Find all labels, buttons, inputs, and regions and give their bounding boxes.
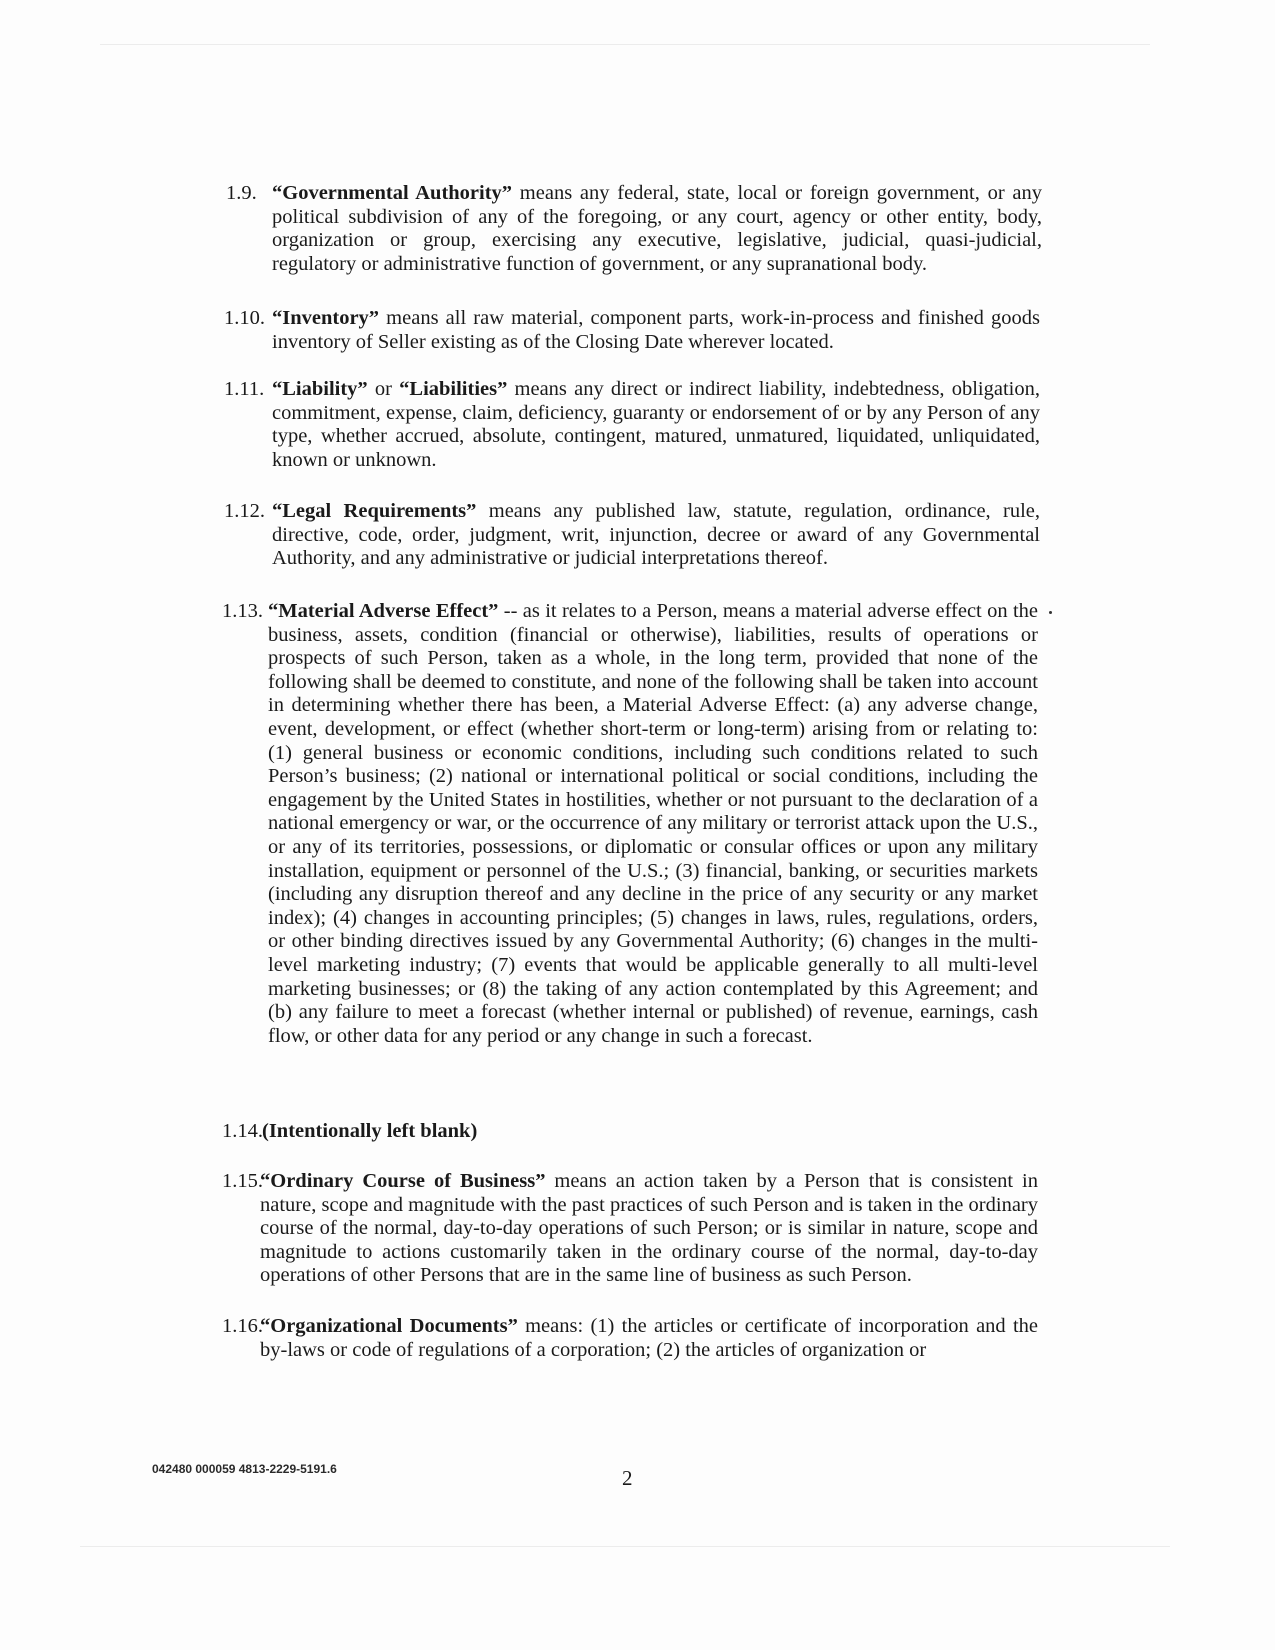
section-body (272, 182, 1042, 276)
defined-term: “Liability” (272, 378, 368, 400)
section-body (260, 1315, 1038, 1362)
section-body (268, 600, 1038, 1048)
section-number: 1.10. (224, 307, 265, 329)
defined-term: “Legal Requirements” (272, 500, 477, 522)
section-text: means an action taken by a Person that is consistent in nature, scope and magnitude with the past practices of such Person and is taken in the ordinary course of the normal, day-to-day operations of such Person; or is similar in nature, scope and magnitude to actions customarily taken in the ordinary course of the normal, day-to-day operations of other Persons that are in the same line of business as such Person. (260, 1170, 1038, 1287)
section-connector: or (367, 378, 400, 400)
section-1-11 (224, 378, 1040, 472)
section-text: means any federal, state, local or foreign government, or any political subdivision of any of the foregoing, or any court, agency or other entity, body, organization or group, exercising any executive, legislative, judicial, quasi-judicial, regulatory or administrative function of government, or any supranational body. (272, 182, 1042, 275)
section-1-14 (222, 1120, 1038, 1144)
section-text: means all raw material, component parts, work-in-process and finished goods inventory of Seller existing as of the Closing Date wherever located. (272, 307, 1040, 353)
defined-term: (Intentionally left blank) (262, 1120, 478, 1142)
section-text: -- as it relates to a Person, means a material adverse effect on the business, assets, condition (financial or otherwise), liabilities, results of operations or prospects of such Person, taken as a whole, in the long term, provided that none of the following shall be deemed to constitute, and none of the following shall be taken into account in determining whether there has been, a Material Adverse Effect: (a) any adverse change, event, development, or effect (whether short-term or long-term) arising from or relating to: (1) general business or economic conditions, including such conditions related to such Person’s business; (2) national or international political or social conditions, including the engagement by the United States in hostilities, whether or not pursuant to the declaration of a national emergency or war, or the occurrence of any military or terrorist attack upon the U.S., or any of its territories, possessions, or diplomatic or consular offices or upon any military installation, equipment or personnel of the U.S.; (3) financial, banking, or securities markets (including any disruption thereof and any decline in the price of any security or any market index); (4) changes in accounting principles; (5) changes in laws, rules, regulations, orders, or other binding directives issued by any Governmental Authority; (6) changes in the multi-level marketing industry; (7) events that would be applicable generally to all multi-level marketing businesses; or (8) the taking of any action contemplated by this Agreement; and (b) any failure to meet a forecast (whether internal or published) of revenue, earnings, cash flow, or other data for any period or any change in such a forecast. (268, 600, 1038, 1047)
section-body (262, 1120, 1038, 1144)
section-body (260, 1170, 1038, 1288)
section-1-16 (222, 1315, 1038, 1362)
section-1-12 (224, 500, 1040, 571)
section-1-10 (224, 307, 1040, 354)
section-number: 1.9. (226, 182, 257, 204)
section-text: means any direct or indirect liability, indebtedness, obligation, commitment, expense, claim, deficiency, guaranty or endorsement of or by any Person of any type, whether accrued, absolute, contingent, matured, unmatured, liquidated, unliquidated, known or unknown. (272, 378, 1040, 471)
document-id: 042480 000059 4813-2229-5191.6 (152, 1462, 337, 1476)
section-1-13 (222, 600, 1038, 1048)
section-1-9 (226, 182, 1042, 276)
scan-edge-bottom (80, 1546, 1170, 1547)
defined-term: “Ordinary Course of Business” (260, 1170, 546, 1192)
defined-term: “Material Adverse Effect” (268, 600, 499, 622)
section-text: means any published law, statute, regulation, ordinance, rule, directive, code, order, judgment, writ, injunction, decree or award of any Governmental Authority, and any administrative or judicial interpretations thereof. (272, 500, 1040, 570)
section-number: 1.15. (222, 1170, 263, 1192)
scan-speck (1049, 611, 1052, 614)
page-number: 2 (622, 1466, 633, 1490)
scan-edge-top (100, 44, 1150, 45)
section-1-15 (222, 1170, 1038, 1288)
section-number: 1.12. (224, 500, 265, 522)
section-body (272, 378, 1040, 472)
defined-term: “Organizational Documents” (260, 1315, 518, 1337)
defined-term: “Inventory” (272, 307, 380, 329)
section-body (272, 307, 1040, 354)
section-number: 1.13. (222, 600, 263, 622)
section-number: 1.16. (222, 1315, 263, 1337)
section-text: means: (1) the articles or certificate of incorporation and the by-laws or code of regulations of a corporation; (2) the articles of organization or (260, 1315, 1038, 1361)
defined-term-alt: “Liabilities” (399, 378, 508, 400)
section-body (272, 500, 1040, 571)
defined-term: “Governmental Authority” (272, 182, 513, 204)
section-number: 1.11. (224, 378, 265, 400)
section-number: 1.14. (222, 1120, 263, 1142)
